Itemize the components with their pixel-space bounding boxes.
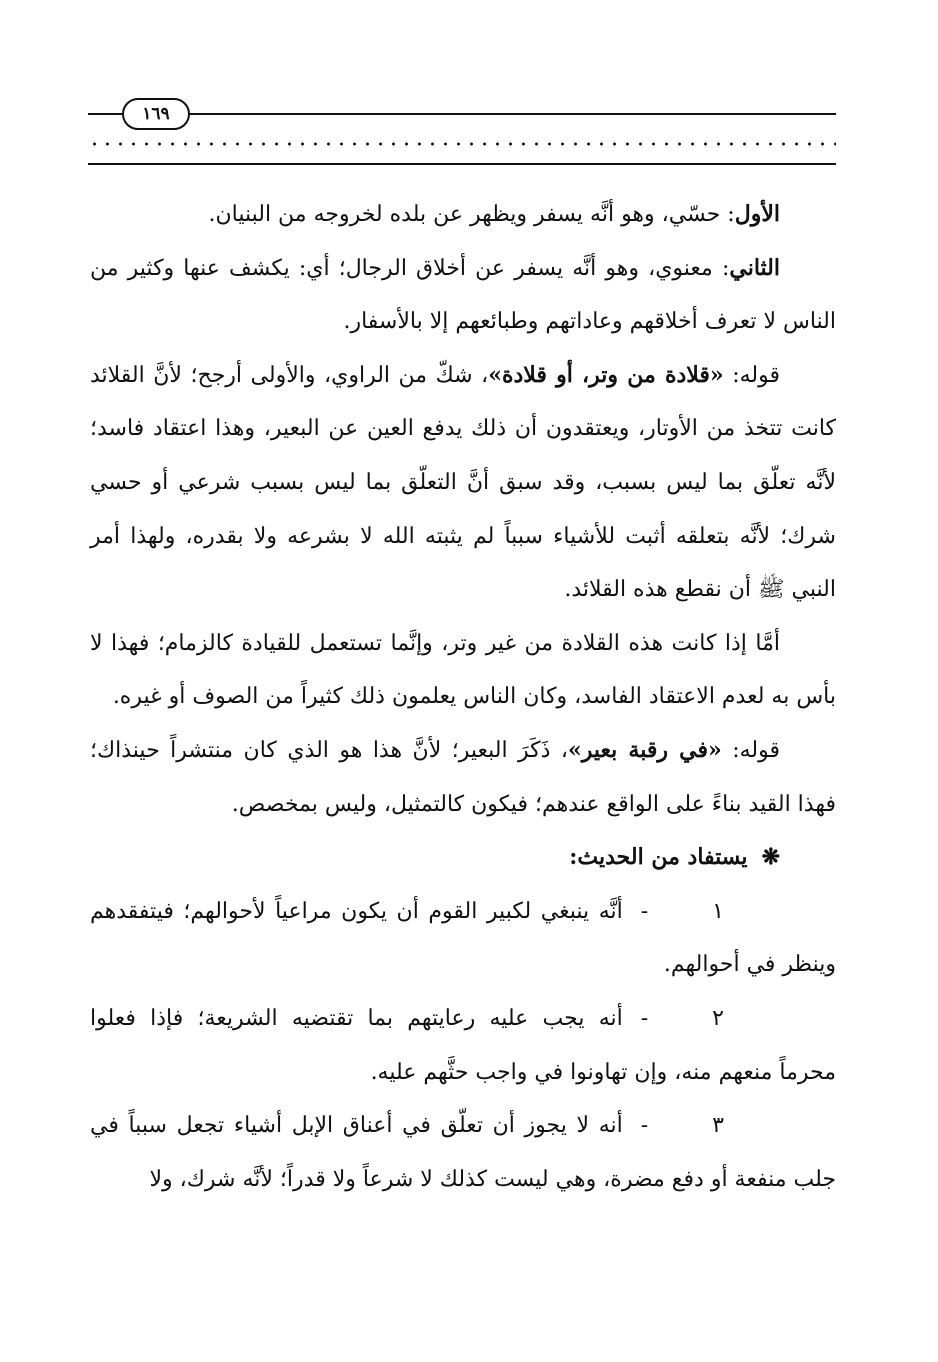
section-heading-text: يستفاد من الحديث:: [569, 844, 748, 871]
page-number: ١٦٩: [142, 103, 170, 124]
item-text: أنه يجب عليه رعايتهم بما تقتضيه الشريعة؛ فإذا فعلوا محرماً منعهم منه، وإن تهاونوا في واجب حثَّهم عليه.: [90, 1005, 836, 1085]
term-label: الأول: [734, 201, 780, 227]
paragraph-second-type: [90, 242, 836, 349]
paragraph-text: أمَّا إذا كانت هذه القلادة من غير وتر، وإنَّما تستعمل للقيادة كالزمام؛ فهذا لا بأس به لعدم الاعتقاد الفاسد، وكان الناس يعلمون ذلك كثيراً من الصوف أو غيره.: [90, 630, 836, 710]
header-top-rule: [88, 113, 836, 115]
paragraph-necklace-commentary: [90, 349, 836, 617]
paragraph-text: : معنوي، وهو أنَّه يسفر عن أخلاق الرجال؛ أي: يكشف عنها وكثير من الناس لا تعرف أخلاقهم وعاداتهم وطبائعهم إلا بالأسفار.: [90, 255, 836, 335]
paragraph-text: ، شكّ من الراوي، والأولى أرجح؛ لأنَّ القلائد كانت تتخذ من الأوتار، ويعتقدون أن ذلك يدفع العين عن البعير، وهذا اعتقاد فاسد؛ لأنَّه تعلّق بما ليس بسبب، وقد سبق أنَّ التعلّق بما ليس بسبب شرعي أو حسي شرك؛ لأنَّه بتعلقه أثبت للأشياء سبباً لم يثبته الله لا بشرعه ولا بقدره، ولهذا أمر النبي ﷺ أن نقطع هذه القلائد.: [90, 362, 836, 603]
item-dash: -: [640, 1005, 649, 1031]
item-number: ٣: [712, 1113, 724, 1139]
paragraph-prefix: قوله:: [721, 737, 780, 763]
hadith-quote: «في رقبة بعير»: [568, 736, 722, 763]
item-number: ٢: [712, 1005, 724, 1031]
item-text: أنَّه ينبغي لكبير القوم أن يكون مراعياً لأحوالهم؛ فيتفقدهم وينظر في أحوالهم.: [90, 898, 836, 978]
paragraph-camel-neck: [90, 724, 836, 831]
paragraph-first-type: [90, 188, 836, 242]
paragraph-text: ، ذَكَرَ البعير؛ لأنَّ هذا هو الذي كان منتشراً حينذاك؛ فهذا القيد بناءً على الواقع عندهم؛ فيكون كالتمثيل، وليس بمخصص.: [90, 737, 836, 817]
paragraph-text: : حسّي، وهو أنَّه يسفر ويظهر عن بلده لخروجه من البنيان.: [208, 202, 735, 227]
section-heading: [90, 831, 836, 885]
benefit-item: [90, 1099, 836, 1206]
dotted-separator: [88, 139, 836, 149]
paragraph-prefix: قوله:: [723, 362, 780, 388]
benefit-item: [90, 992, 836, 1099]
item-dash: -: [640, 1113, 649, 1139]
header-bottom-rule: [88, 163, 836, 165]
page-body: [90, 188, 836, 1206]
item-number: ١: [712, 898, 724, 924]
page-header: [0, 0, 938, 170]
item-dash: -: [640, 898, 649, 924]
item-text: أنه لا يجوز أن تعلّق في أعناق الإبل أشياء تجعل سبباً في جلب منفعة أو دفع مضرة، وهي ليست كذلك لا شرعاً ولا قدراً؛ لأنَّه شرك، ولا: [90, 1113, 836, 1192]
hadith-quote: «قلادة من وتر، أو قلادة»: [488, 361, 724, 388]
page-number-badge: [122, 98, 190, 130]
term-label: الثاني: [729, 254, 780, 281]
paragraph-non-string-necklace: [90, 617, 836, 724]
benefit-item: [90, 885, 836, 992]
star-ornament-icon: ❋: [761, 844, 780, 871]
